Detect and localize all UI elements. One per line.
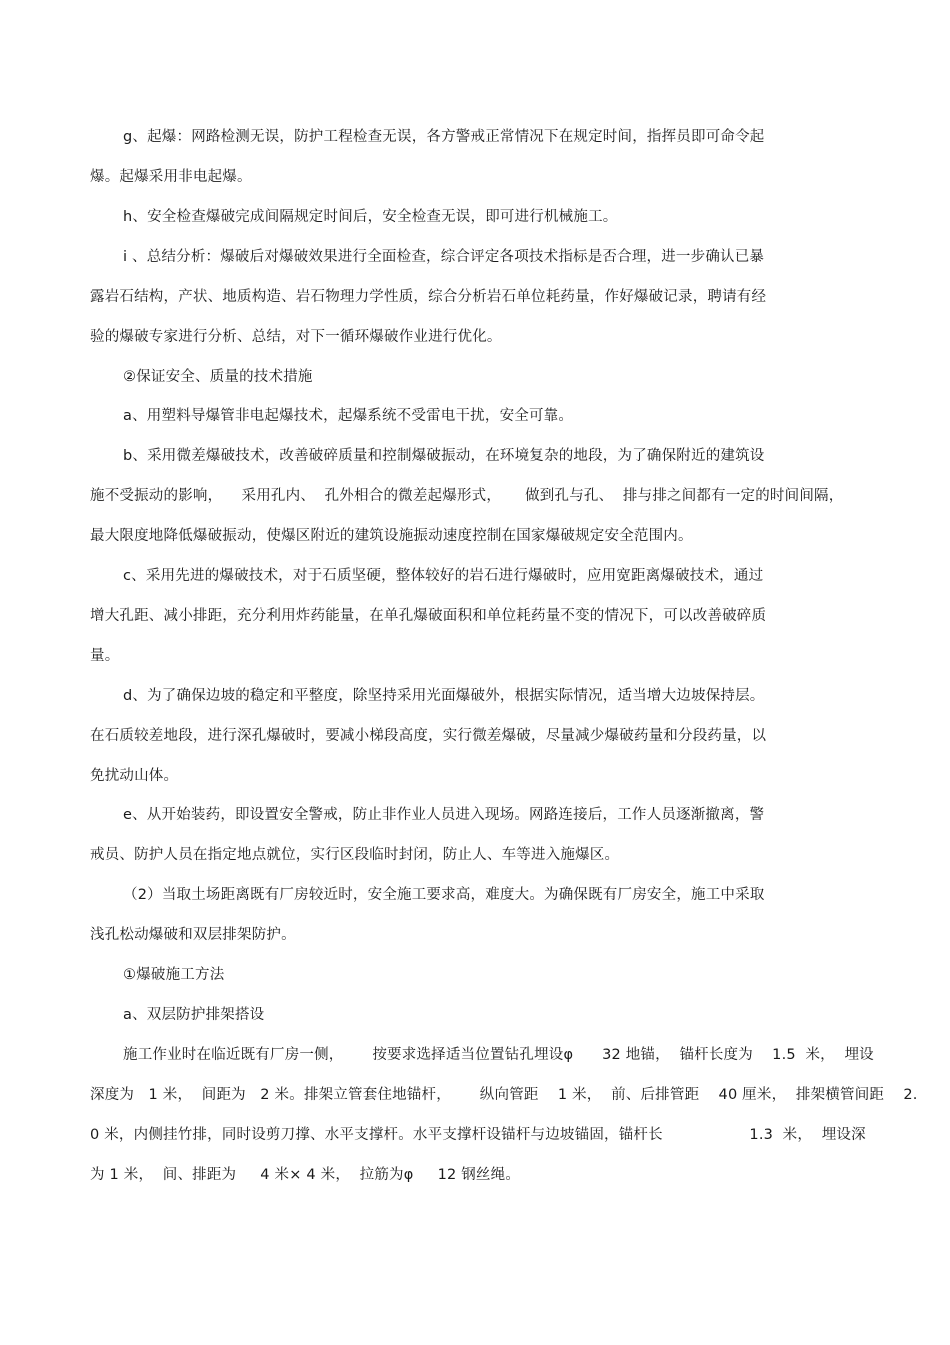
- section-heading: ①爆破施工方法: [123, 967, 225, 983]
- paragraph-line: 量。: [90, 648, 120, 664]
- paragraph-line: 免扰动山体。: [90, 768, 179, 784]
- section-heading: a、双层防护排架搭设: [123, 1007, 265, 1023]
- paragraph-line: 施不受振动的影响， 采用孔内、 孔外相合的微差起爆形式， 做到孔与孔、 排与排之间都有一定的时间间隔，: [90, 488, 844, 504]
- paragraph-line: b、采用微差爆破技术，改善破碎质量和控制爆破振动，在环境复杂的地段，为了确保附近的建筑设: [123, 448, 765, 464]
- paragraph-line: c、采用先进的爆破技术，对于石质坚硬，整体较好的岩石进行爆破时，应用宽距离爆破技术，通过: [123, 568, 764, 584]
- paragraph-line: 戒员、防护人员在指定地点就位，实行区段临时封闭，防止人、车等进入施爆区。: [90, 847, 620, 863]
- paragraph-line: 验的爆破专家进行分析、总结，对下一循环爆破作业进行优化。: [90, 329, 502, 345]
- paragraph-line: 施工作业时在临近既有厂房一侧， 按要求选择适当位置钻孔埋设φ 32 地锚， 锚杆长度为 1.5 米， 埋设: [123, 1047, 874, 1063]
- paragraph-line: i 、总结分析：爆破后对爆破效果进行全面检查，综合评定各项技术指标是否合理，进一步确认已暴: [123, 249, 765, 265]
- paragraph-line: 深度为 1 米， 间距为 2 米。排架立管套住地锚杆， 纵向管距 1 米， 前、后排管距 40 厘米， 排架横管间距 2.: [90, 1087, 918, 1103]
- paragraph-line: e、从开始装药，即设置安全警戒，防止非作业人员进入现场。网路连接后，工作人员逐渐撤离，警: [123, 807, 765, 823]
- paragraph-line: （2）当取土场距离既有厂房较近时，安全施工要求高，难度大。为确保既有厂房安全，施工中采取: [123, 887, 765, 903]
- paragraph-line: 爆。起爆采用非电起爆。: [90, 169, 252, 185]
- paragraph-line: d、为了确保边坡的稳定和平整度，除坚持采用光面爆破外，根据实际情况，适当增大边坡保持层。: [123, 688, 765, 704]
- paragraph-line: a、用塑料导爆管非电起爆技术，起爆系统不受雷电干扰，安全可靠。: [123, 408, 574, 424]
- paragraph-line: 增大孔距、减小排距，充分利用炸药能量，在单孔爆破面积和单位耗药量不变的情况下，可以改善破碎质: [90, 608, 767, 624]
- paragraph-line: 为 1 米， 间、排距为 4 米× 4 米， 拉筋为φ 12 钢丝绳。: [90, 1167, 521, 1183]
- paragraph-line: h、安全检查爆破完成间隔规定时间后，安全检查无误，即可进行机械施工。: [123, 209, 618, 225]
- paragraph-line: g、起爆：网路检测无误，防护工程检查无误，各方警戒正常情况下在规定时间，指挥员即可命令起: [123, 129, 765, 145]
- paragraph-line: 露岩石结构，产状、地质构造、岩石物理力学性质，综合分析岩石单位耗药量，作好爆破记录，聘请有经: [90, 289, 767, 305]
- paragraph-line: 0 米，内侧挂竹排，同时设剪刀撑、水平支撑杆。水平支撑杆设锚杆与边坡锚固，锚杆长 1.3 米， 埋设深: [90, 1127, 866, 1143]
- paragraph-line: 最大限度地降低爆破振动，使爆区附近的建筑设施振动速度控制在国家爆破规定安全范围内。: [90, 528, 693, 544]
- paragraph-line: 在石质较差地段，进行深孔爆破时，要减小梯段高度，实行微差爆破，尽量减少爆破药量和分段药量，以: [90, 728, 767, 744]
- paragraph-line: 浅孔松动爆破和双层排架防护。: [90, 927, 296, 943]
- section-heading: ②保证安全、质量的技术措施: [123, 369, 313, 385]
